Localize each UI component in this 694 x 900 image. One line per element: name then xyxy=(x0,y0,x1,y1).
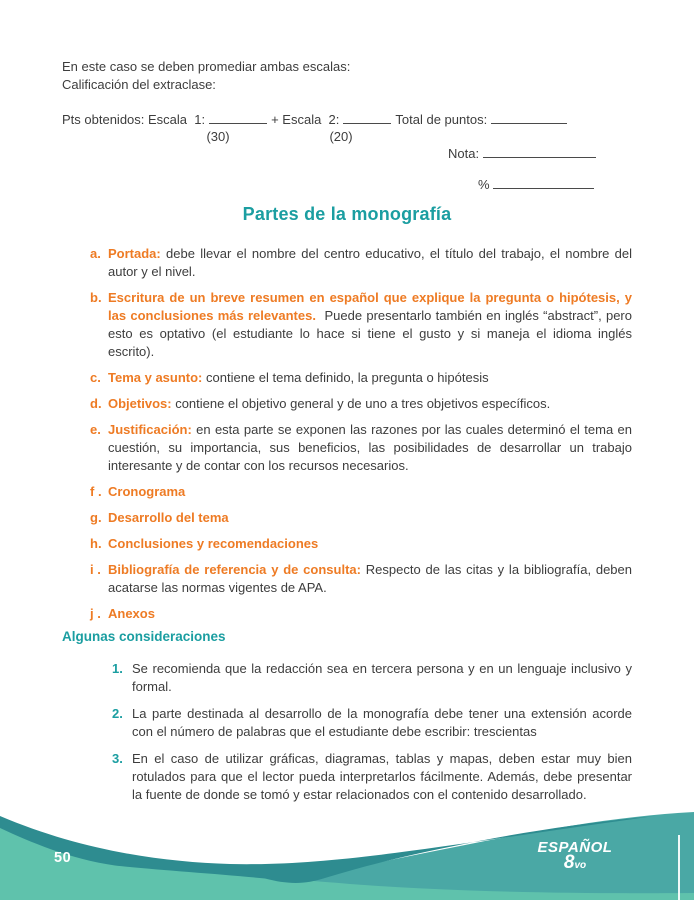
item-body: contiene el objetivo general y de uno a tres objetivos específicos. xyxy=(175,396,551,411)
scale-1-blank xyxy=(209,110,267,124)
list-item-d xyxy=(90,395,632,413)
nota-row xyxy=(448,144,596,163)
consideration-2 xyxy=(112,705,632,741)
item-text: La parte destinada al desarrollo de la monografía debe tener una extensión acorde con el número de palabras que el estudiante debe escribir: trescientas xyxy=(132,706,632,739)
item-lead: Tema y asunto: xyxy=(108,370,203,385)
item-letter: h. xyxy=(90,536,102,551)
consideration-1 xyxy=(112,660,632,696)
considerations-heading: Algunas consideraciones xyxy=(62,629,226,644)
item-body: debe llevar el nombre del centro educativo, el título del trabajo, el nombre del autor y el nivel. xyxy=(108,246,632,279)
intro-line-2: Calificación del extraclase: xyxy=(62,77,216,92)
item-letter: j . xyxy=(90,606,101,621)
footer-waves xyxy=(0,808,694,900)
percent-blank xyxy=(493,175,594,189)
monograph-parts-list xyxy=(90,245,632,631)
item-letter: d. xyxy=(90,396,102,411)
section-title: Partes de la monografía xyxy=(242,204,452,224)
footer-divider-line xyxy=(678,835,680,900)
item-body: contiene el tema definido, la pregunta o hipótesis xyxy=(206,370,489,385)
item-letter: c. xyxy=(90,370,101,385)
item-letter: a. xyxy=(90,246,101,261)
item-lead: Anexos xyxy=(108,606,155,621)
nota-blank xyxy=(483,144,596,158)
book-logo xyxy=(520,840,630,873)
item-lead: Justificación: xyxy=(108,422,192,437)
item-lead: Cronograma xyxy=(108,484,186,499)
item-letter: i . xyxy=(90,562,101,577)
item-number: 3. xyxy=(112,751,123,766)
nota-label: Nota: xyxy=(448,146,480,161)
list-item-e xyxy=(90,421,632,475)
list-item-f xyxy=(90,483,632,501)
item-lead: Objetivos: xyxy=(108,396,172,411)
item-letter: g. xyxy=(90,510,102,525)
intro-line-1: En este caso se deben promediar ambas escalas: xyxy=(62,59,351,74)
points-row xyxy=(62,110,642,129)
considerations-list xyxy=(112,660,632,813)
scale-2-blank xyxy=(343,110,391,124)
total-points-blank xyxy=(491,110,567,124)
item-body: en esta parte se exponen las razones por las cuales determinó el tema en cuestión, su importancia, sus beneficios, las posibilidades de desarrollar un trabajo interesante y de contar con los recursos necesarios. xyxy=(108,422,632,473)
scale-2-max: (20) xyxy=(329,129,353,144)
item-lead: Portada: xyxy=(108,246,161,261)
page-number: 50 xyxy=(54,850,72,866)
item-number: 1. xyxy=(112,661,123,676)
book-logo-grade: 8vo xyxy=(563,852,587,873)
item-lead: Conclusiones y recomendaciones xyxy=(108,536,319,551)
item-lead: Desarrollo del tema xyxy=(108,510,229,525)
list-item-i xyxy=(90,561,632,597)
percent-row xyxy=(478,175,594,194)
list-item-b xyxy=(90,289,632,361)
item-number: 2. xyxy=(112,706,123,721)
percent-label: % xyxy=(478,177,490,192)
item-letter: b. xyxy=(90,290,102,305)
list-item-h xyxy=(90,535,632,553)
item-text: Se recomienda que la redacción sea en tercera persona y en un lenguaje inclusivo y formal. xyxy=(132,661,632,694)
item-letter: f . xyxy=(90,484,102,499)
list-item-g xyxy=(90,509,632,527)
list-item-a xyxy=(90,245,632,281)
points-obtained-label: Pts obtenidos: Escala 1: xyxy=(62,112,206,127)
item-letter: e. xyxy=(90,422,101,437)
plus-scale-2-label: + Escala 2: xyxy=(271,112,340,127)
scale-1-max: (30) xyxy=(206,129,230,144)
item-body: Respecto de las citas y la bibliografía, deben acatarse las normas vigentes de APA. xyxy=(108,562,632,595)
list-item-c xyxy=(90,369,632,387)
item-text: En el caso de utilizar gráficas, diagramas, tablas y mapas, deben estar muy bien rotulados para que el lector pueda interpretarlos fácilmente. Además, debe presentar la fuente de donde se tomó y estar relacionados con el contenido desarrollado. xyxy=(132,751,632,802)
total-points-label: Total de puntos: xyxy=(395,112,488,127)
item-lead: Escritura de un breve resumen en español que explique la pregunta o hipótesis, y las conclusiones más relevantes. xyxy=(108,290,632,323)
consideration-3 xyxy=(112,750,632,804)
book-logo-title: ESPAÑOL xyxy=(537,839,613,856)
list-item-j xyxy=(90,605,632,623)
item-body: Puede presentarlo también en inglés “abstract”, pero esto es optativo (el estudiante lo hace si tiene el gusto y si maneja el idioma inglés escrito). xyxy=(108,308,632,359)
item-lead: Bibliografía de referencia y de consulta: xyxy=(108,562,361,577)
